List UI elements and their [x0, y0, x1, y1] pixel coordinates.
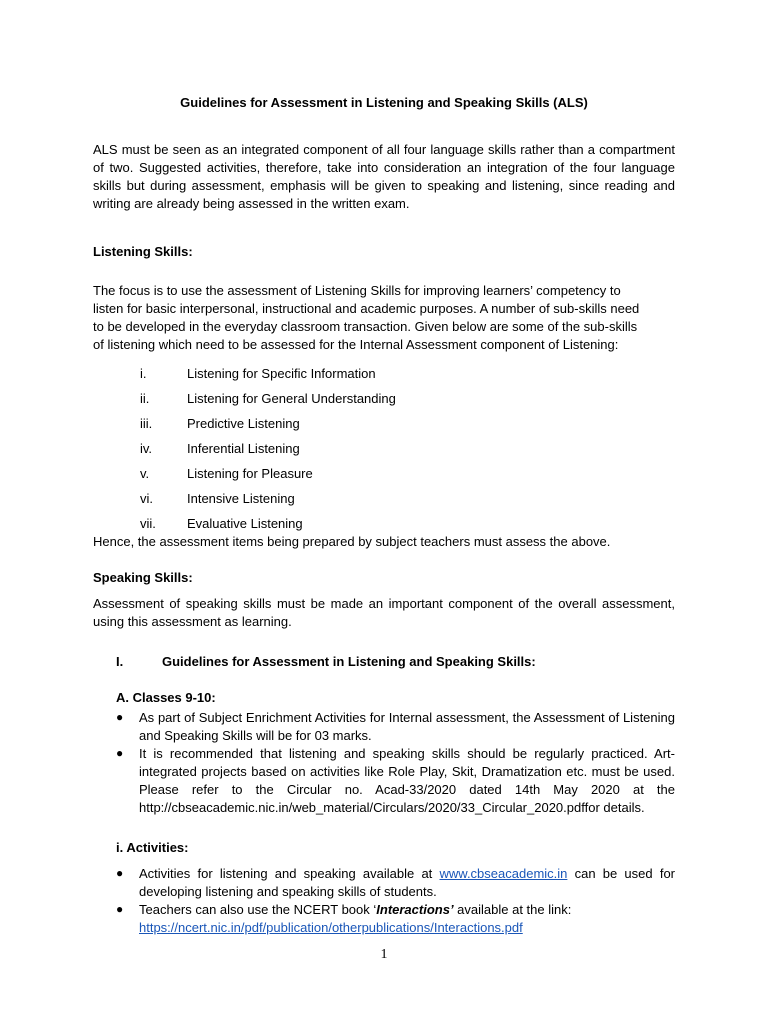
section-number: I.: [116, 654, 124, 669]
ncert-link[interactable]: https://ncert.nic.in/pdf/publication/otherpublications/Interactions.pdf: [139, 920, 523, 935]
list-item: Listening for General Understanding: [187, 391, 396, 406]
list-item: Listening for Pleasure: [187, 466, 313, 481]
activities-bullet: [139, 901, 675, 937]
section-heading: Guidelines for Assessment in Listening and Speaking Skills:: [162, 654, 536, 669]
list-item-number: vii.: [140, 516, 156, 531]
bullet-icon: ●: [116, 902, 124, 916]
list-item: Predictive Listening: [187, 416, 300, 431]
speaking-heading: Speaking Skills:: [93, 570, 193, 585]
listening-paragraph: [93, 282, 668, 354]
list-item-number: i.: [140, 366, 147, 381]
bullet-text: It is recommended that listening and speaking skills should be regularly practiced. Art-integrated projects based on activities like Role Play, Skit, Dramatization etc. must be used. Please refer to the Circular no. Acad-33/2020 dated 14th May 2020 at the http://cbseacademic.nic.in/web_material/Circulars/2020/33_Circular_2020.pdffor details.: [139, 746, 675, 815]
list-item-number: ii.: [140, 391, 150, 406]
listening-heading: Listening Skills:: [93, 244, 193, 259]
bullet-text: Teachers can also use the NCERT book ‘: [139, 902, 377, 917]
listening-conclusion: Hence, the assessment items being prepared by subject teachers must assess the above.: [93, 534, 611, 549]
bullet-icon: ●: [116, 710, 124, 724]
page-title: Guidelines for Assessment in Listening and Speaking Skills (ALS): [180, 95, 588, 110]
list-item-number: v.: [140, 466, 150, 481]
list-item: Evaluative Listening: [187, 516, 303, 531]
list-item: Listening for Specific Information: [187, 366, 376, 381]
book-title: Interactions’: [376, 902, 454, 917]
list-item: Intensive Listening: [187, 491, 295, 506]
intro-paragraph: ALS must be seen as an integrated component of all four language skills rather than a compartment of two. Suggested activities, therefore, take into consideration an integration of the four language skills but during assessment, emphasis will be given to speaking and listening, since reading and writing are already being assessed in the written exam.: [93, 142, 675, 211]
activities-heading: i. Activities:: [116, 840, 189, 855]
listening-line: The focus is to use the assessment of Listening Skills for improving learners’ competency to: [93, 283, 621, 298]
bullet-text: Activities for listening and speaking available at: [139, 866, 440, 881]
listening-line: listen for basic interpersonal, instructional and academic purposes. A number of sub-skills need: [93, 301, 640, 316]
cbseacademic-link[interactable]: www.cbseacademic.in: [439, 866, 568, 881]
bullet-text: can be used for developing listening and speaking skills of students.: [139, 866, 675, 899]
list-item-number: vi.: [140, 491, 153, 506]
listening-line: to be developed in the everyday classroom transaction. Given below are some of the sub-skills: [93, 319, 638, 334]
list-item: Inferential Listening: [187, 441, 300, 456]
bullet-text: available at the link:: [453, 902, 572, 917]
activities-bullet: [139, 865, 675, 901]
listening-line: of listening which need to be assessed for the Internal Assessment component of Listening:: [93, 337, 619, 352]
list-item-number: iii.: [140, 416, 153, 431]
subsection-heading: A. Classes 9-10:: [116, 690, 216, 705]
bullet-text: As part of Subject Enrichment Activities for Internal assessment, the Assessment of Listening and Speaking Skills will be for 03 marks.: [139, 710, 675, 743]
speaking-paragraph: Assessment of speaking skills must be made an important component of the overall assessment, using this assessment as learning.: [93, 596, 675, 629]
page-number: 1: [380, 947, 388, 962]
list-item-number: iv.: [140, 441, 153, 456]
bullet-icon: ●: [116, 746, 124, 760]
bullet-icon: ●: [116, 866, 124, 880]
